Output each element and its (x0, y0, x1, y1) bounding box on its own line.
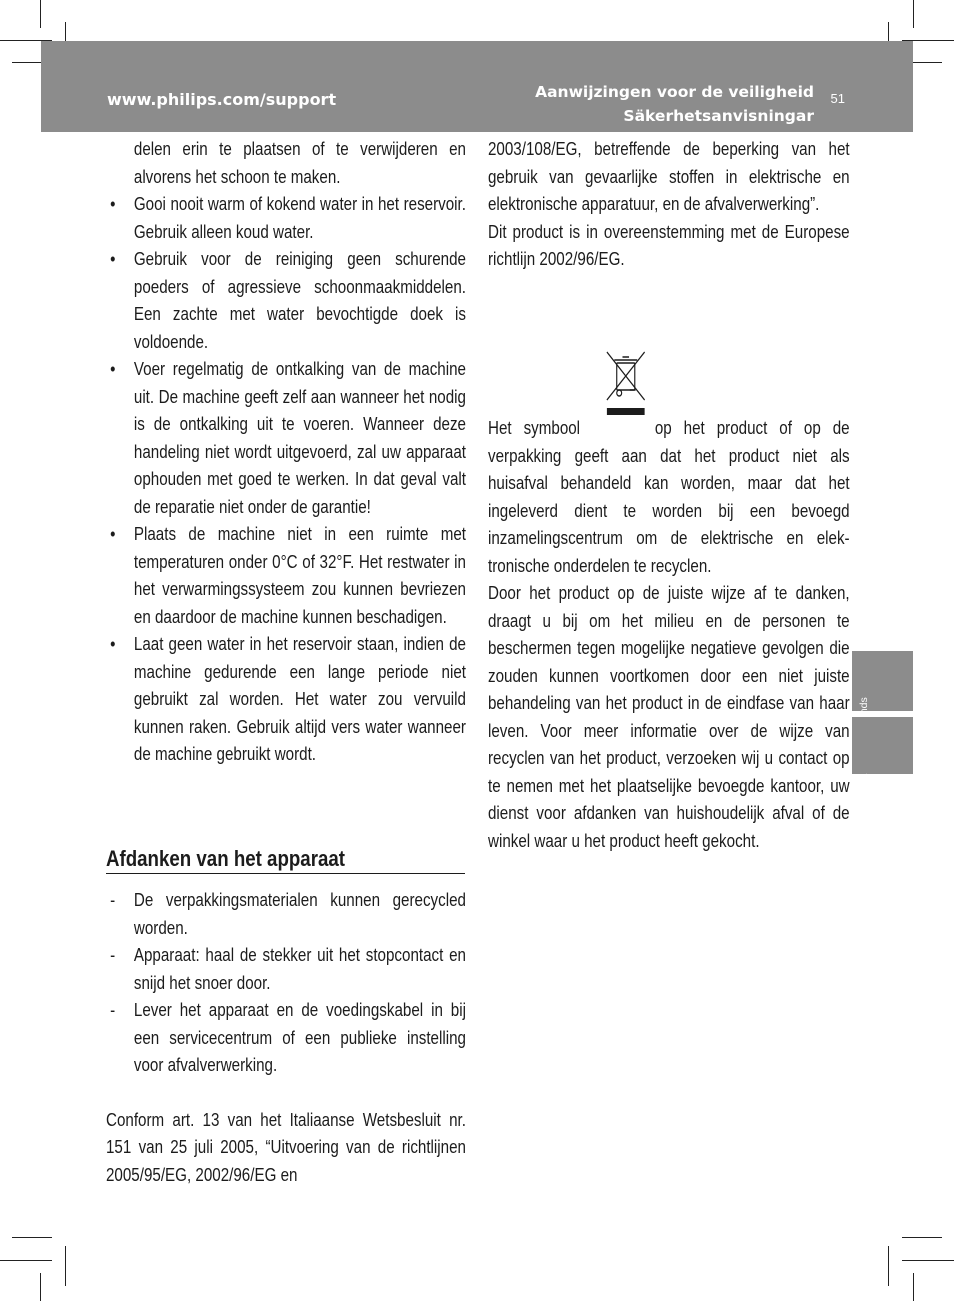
crop-mark (913, 0, 914, 28)
list-item-text: Plaats de machine niet in een ruimte met temperaturen onder 0°C of 32°F. Het restwater in het verwarmingssysteem zou kunnen bevriezen en daardoor de machine kunnen beschadigen. (133, 523, 466, 627)
disposal-steps (106, 886, 466, 1188)
dash-mark: - (110, 999, 116, 1020)
bullet-mark: • (110, 193, 116, 214)
dash-mark: - (110, 944, 116, 965)
weee-symbol-graphic (597, 348, 648, 444)
list-item (106, 520, 466, 630)
list-item-text: De verpakkingsmaterialen kunnen gerecycled worden. (133, 889, 466, 938)
section-title-swedish: Säkerhetsanvisningar (623, 107, 814, 125)
tab-svenska-label: Svenska (858, 773, 870, 814)
crop-mark (12, 1237, 52, 1238)
bullet-mark: • (110, 248, 116, 269)
list-item (106, 355, 466, 520)
left-column (106, 135, 466, 768)
disposal-dash-list (106, 886, 466, 1079)
right-column (488, 135, 850, 273)
tab-nederlands[interactable] (852, 651, 913, 711)
list-item (106, 941, 466, 996)
crossed-out-wheelie-bin-icon (592, 410, 643, 440)
directive-paragraph: Dit product is in overeenstemming met de Europese richtlijn 2002/96/EG. (488, 220, 850, 269)
page-number: 51 (830, 91, 845, 106)
crop-mark (902, 1237, 942, 1238)
section-heading-text: Afdanken van het apparaat (106, 846, 346, 871)
crop-mark (888, 1246, 889, 1286)
list-item (106, 190, 466, 245)
dash-mark: - (110, 889, 116, 910)
symbol-paragraph-prefix: Het symbool (488, 417, 581, 438)
list-item-text: Laat geen water in het reservoir staan, indien de machine gedurende een lange periode niet gebruikt zal worden. Het water zou vervuild kunnen raken. Gebruik altijd vers water wanneer de machine gebruikt wordt. (133, 633, 466, 764)
crop-mark (913, 1273, 914, 1301)
crop-mark (40, 1273, 41, 1301)
bullet-mark: • (110, 633, 116, 654)
symbol-paragraph-text: op het product of op de verpakking geeft aan dat het product niet als huisafval behandeld kan worden, maar dat het ingeleverd dient te worden bij een bevoegd inzamelingscentrum om de elektrische en elektronische onderdelen te recyclen. (488, 417, 850, 576)
weee-section (488, 410, 850, 854)
continued-paragraph: delen erin te plaatsen of te verwijderen en alvorens het schoon te maken. (133, 138, 466, 187)
list-item-text: Apparaat: haal de stekker uit het stopcontact en snijd het snoer door. (133, 944, 466, 993)
list-item-text: Lever het apparaat en de voedingskabel in bij een servicecentrum of een publieke instelling voor afvalverwerking. (133, 999, 466, 1075)
crop-mark (40, 0, 41, 28)
page-header (41, 41, 913, 132)
list-item (106, 996, 466, 1079)
continued-paragraph: 2003/108/EG, betreffende de beperking van het gebruik van gevaarlijke stoffen in elektrische en elektronische apparatuur, en de afvalverwerking”. (488, 138, 850, 214)
list-item (106, 245, 466, 355)
list-item-text: Gooi nooit warm of kokend water in het reservoir. Gebruik alleen koud water. (133, 193, 466, 242)
section-heading (106, 845, 465, 874)
crop-mark (0, 1260, 52, 1261)
conform-paragraph: Conform art. 13 van het Italiaanse Wetsbesluit nr. 151 van 25 juli 2005, “Uitvoering van de richtlijnen 2005/95/EG, 2002/96/EG en (106, 1108, 466, 1185)
symbol-paragraph (488, 410, 850, 579)
bullet-mark: • (110, 358, 116, 379)
disposal-paragraph: Door het product op de juiste wijze af te danken, draagt u bij om het milieu en de personen te beschermen tegen mogelijke negatieve gevolgen die zouden kunnen voortkomen door een niet juiste behandeling van het product in de eindfase van haar leven. Voor meer informatie over de wijze van recyclen van het product, verzoeken wij u contact op te nemen met het plaatselijke bevoegde kantoor, uw dienst voor afdanken van huishoudelijk afval of de winkel waar u het product heeft gekocht. (488, 582, 850, 851)
section-title-dutch: Aanwijzingen voor de veiligheid (535, 83, 814, 101)
list-item (106, 630, 466, 768)
bullet-mark: • (110, 523, 116, 544)
tab-svenska[interactable] (852, 717, 913, 814)
support-url: www.philips.com/support (107, 90, 337, 109)
list-item-text: Gebruik voor de reiniging geen schurende poeders of agressieve schoonmaakmiddelen. Een zachte met water bevochtigde doek is voldoende. (133, 248, 466, 352)
safety-bullet-list (106, 190, 466, 768)
crop-mark (902, 1260, 954, 1261)
list-item (106, 886, 466, 941)
crop-mark (65, 1246, 66, 1286)
list-item-text: Voer regelmatig de ontkalking van de machine uit. De machine geeft zelf aan wanneer het nodig is de ontkalking uit te voeren. Wanneer deze handeling niet wordt uitgevoerd, zal uw apparaat ophouden met goed te werken. In dat geval valt de reparatie niet onder de garantie! (133, 358, 466, 517)
